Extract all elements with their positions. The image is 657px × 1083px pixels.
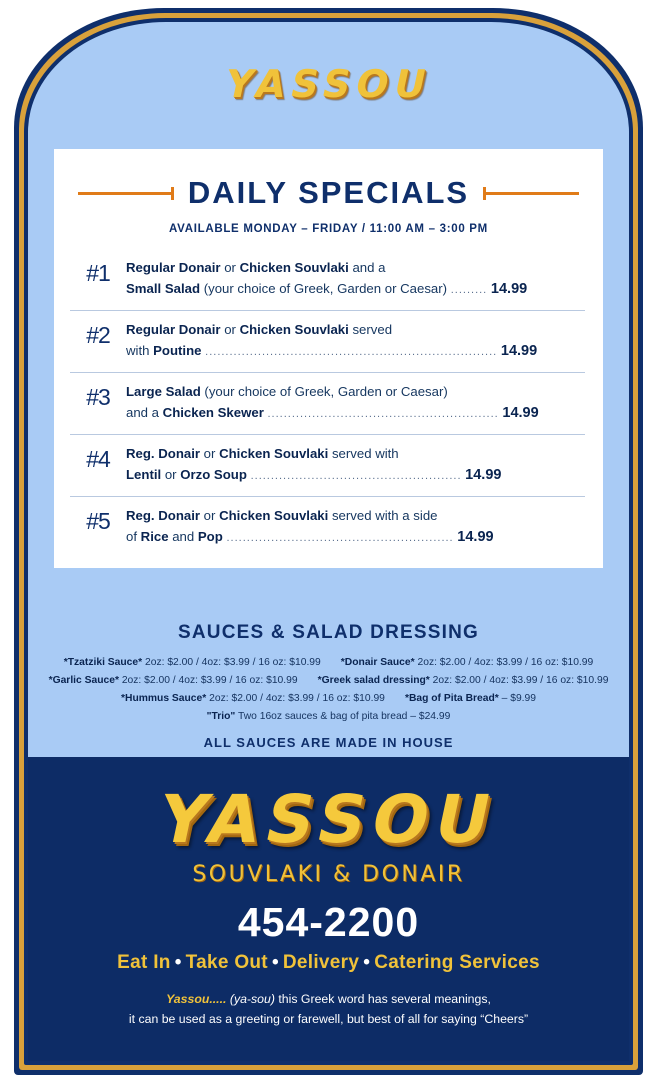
item-text: and a bbox=[126, 405, 163, 421]
sauce-detail: 2oz: $2.00 / 4oz: $3.99 / 16 oz: $10.99 bbox=[118, 675, 298, 687]
item-text: of bbox=[126, 529, 141, 545]
sauce-name: *Bag of Pita Bread* bbox=[404, 693, 499, 705]
item-text: Regular Donair bbox=[126, 260, 221, 275]
item-text: Chicken Souvlaki bbox=[239, 260, 349, 275]
leader-dots: .................................................... bbox=[250, 470, 462, 483]
item-text: Reg. Donair bbox=[126, 445, 201, 461]
sauce-row bbox=[28, 672, 629, 690]
item-text: Regular Donair bbox=[126, 321, 221, 337]
sauce-detail: – $9.99 bbox=[498, 693, 536, 705]
item-price: 14.99 bbox=[465, 467, 502, 484]
sauce-name: *Greek salad dressing* bbox=[317, 675, 430, 687]
sauce-name: *Garlic Sauce* bbox=[48, 675, 119, 687]
bottom-brand-logo bbox=[28, 781, 629, 858]
item-text: Large Salad bbox=[126, 383, 201, 399]
daily-specials-panel bbox=[54, 149, 603, 568]
page-title: DAILY SPECIALS bbox=[187, 175, 470, 210]
list-item bbox=[70, 372, 585, 434]
item-number: #3 bbox=[86, 383, 110, 410]
leader-dots: ......... bbox=[450, 284, 488, 297]
item-text: Chicken Souvlaki bbox=[219, 445, 329, 461]
tagline-brand: Yassou..... bbox=[166, 992, 227, 1006]
item-text: served with a side bbox=[328, 507, 438, 523]
list-item bbox=[70, 496, 585, 558]
item-text: Chicken Skewer bbox=[162, 405, 264, 421]
item-text: and bbox=[168, 529, 198, 545]
sauce-detail: 2oz: $2.00 / 4oz: $3.99 / 16 oz: $10.99 bbox=[429, 675, 609, 687]
separator-dot: • bbox=[363, 952, 371, 973]
item-price: 14.99 bbox=[490, 281, 528, 298]
item-text: served bbox=[348, 321, 393, 337]
rule-left bbox=[78, 192, 174, 195]
item-text: (your choice of Greek, Garden or Caesar) bbox=[200, 281, 448, 297]
item-text: Lentil bbox=[126, 467, 162, 483]
sauces-footer-note: ALL SAUCES ARE MADE IN HOUSE bbox=[203, 735, 454, 751]
item-description bbox=[126, 258, 585, 301]
item-number: #2 bbox=[86, 321, 110, 348]
item-text: Small Salad bbox=[126, 281, 201, 297]
bottom-brand-logo-text: YASSOU bbox=[152, 781, 505, 858]
item-text: or bbox=[161, 467, 181, 483]
rule-right bbox=[483, 192, 579, 195]
brand-subtitle: SOUVLAKI & DONAIR bbox=[192, 862, 465, 887]
tagline-text: this Greek word has several meanings, bbox=[274, 992, 491, 1006]
tagline-pronunciation: (ya-sou) bbox=[226, 992, 275, 1006]
item-text: Rice bbox=[140, 529, 169, 545]
item-text: Pop bbox=[197, 529, 223, 545]
sauce-detail: 2oz: $2.00 / 4oz: $3.99 / 16 oz: $10.99 bbox=[414, 657, 594, 668]
item-description bbox=[126, 320, 585, 363]
item-text: served with bbox=[328, 445, 399, 461]
sauces-section bbox=[28, 622, 629, 750]
sauce-detail: Two 16oz sauces & bag of pita bread – $24.99 bbox=[235, 711, 451, 723]
service-item: Catering Services bbox=[374, 952, 540, 973]
item-number: #5 bbox=[86, 507, 110, 534]
item-text: with bbox=[126, 343, 154, 359]
menu-body bbox=[28, 22, 629, 1061]
separator-dot: • bbox=[174, 952, 182, 973]
sauce-name: "Trio" bbox=[206, 711, 236, 723]
service-item: Delivery bbox=[282, 952, 360, 973]
item-price: 14.99 bbox=[502, 405, 539, 422]
item-text: or bbox=[200, 507, 220, 523]
specials-list bbox=[54, 249, 603, 558]
sauce-row bbox=[28, 708, 629, 726]
top-brand-logo bbox=[28, 62, 629, 106]
sauce-name: *Tzatziki Sauce* bbox=[63, 657, 143, 668]
item-number: #4 bbox=[86, 445, 110, 472]
tagline bbox=[28, 990, 629, 1029]
phone-number[interactable]: 454-2200 bbox=[237, 899, 420, 945]
item-number: #1 bbox=[86, 260, 110, 286]
item-price: 14.99 bbox=[457, 529, 494, 546]
item-text: and a bbox=[348, 260, 386, 275]
service-item: Eat In bbox=[117, 952, 171, 973]
item-text: (your choice of Greek, Garden or Caesar) bbox=[200, 383, 448, 399]
footer-panel bbox=[28, 757, 629, 1061]
separator-dot: • bbox=[271, 952, 279, 973]
item-description bbox=[126, 444, 585, 487]
leader-dots: ......................................................... bbox=[267, 408, 499, 421]
service-item: Take Out bbox=[185, 952, 268, 973]
top-brand-logo-text: YASSOU bbox=[221, 62, 436, 106]
item-price: 14.99 bbox=[500, 343, 538, 360]
sauce-detail: 2oz: $2.00 / 4oz: $3.99 / 16 oz: $10.99 bbox=[142, 657, 321, 668]
leader-dots: ........................................................ bbox=[226, 532, 454, 545]
sauce-name: *Donair Sauce* bbox=[340, 657, 415, 668]
list-item bbox=[70, 310, 585, 372]
list-item bbox=[70, 249, 585, 310]
item-text: Chicken Souvlaki bbox=[239, 321, 349, 337]
item-text: Chicken Souvlaki bbox=[219, 507, 329, 523]
sauce-row bbox=[28, 690, 629, 708]
services-list bbox=[28, 952, 629, 974]
availability-text: AVAILABLE MONDAY – FRIDAY / 11:00 AM – 3:00 PM bbox=[169, 223, 488, 235]
item-description bbox=[126, 506, 585, 549]
item-text: Reg. Donair bbox=[126, 507, 201, 523]
item-text: or bbox=[220, 260, 240, 275]
item-text: Orzo Soup bbox=[180, 467, 247, 483]
item-description bbox=[126, 382, 585, 425]
sauces-title: SAUCES & SALAD DRESSING bbox=[177, 622, 480, 643]
sauce-name: *Hummus Sauce* bbox=[121, 693, 207, 705]
leader-dots: ........................................................................ bbox=[205, 346, 498, 359]
sauce-row bbox=[28, 654, 629, 672]
daily-specials-heading bbox=[54, 175, 603, 211]
tagline-line-2: it can be used as a greeting or farewell, but best of all for saying “Cheers” bbox=[128, 1011, 529, 1026]
item-text: or bbox=[220, 321, 240, 337]
item-text: Poutine bbox=[153, 343, 202, 359]
item-text: or bbox=[200, 445, 220, 461]
sauce-detail: 2oz: $2.00 / 4oz: $3.99 / 16 oz: $10.99 bbox=[206, 693, 385, 705]
list-item bbox=[70, 434, 585, 496]
